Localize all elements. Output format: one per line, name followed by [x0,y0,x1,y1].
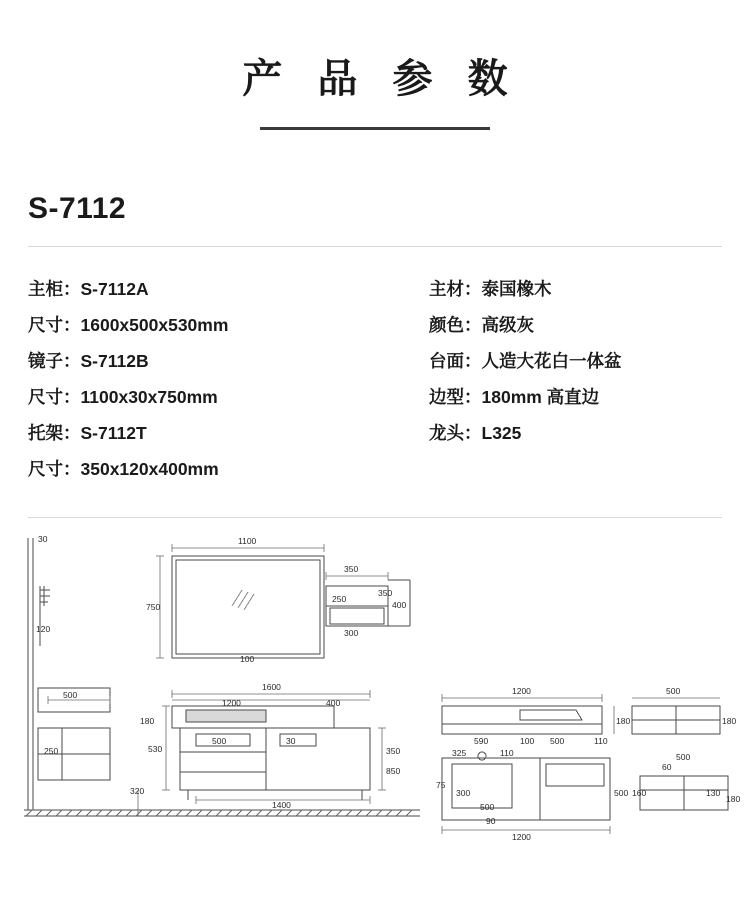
dim-30: 30 [38,534,48,544]
drawing-svg [0,528,750,858]
title-underline [260,127,490,130]
spec-value: L325 [481,423,522,443]
technical-drawing [0,528,750,858]
dim-590: 590 [474,736,489,746]
dim-500-right: 500 [614,788,629,798]
spec-label: 主柜： [28,279,81,299]
spec-value: 泰国橡木 [481,279,552,299]
dim-120: 120 [36,624,51,634]
divider-bottom [28,517,722,518]
spec-value: 高级灰 [481,315,534,335]
dim-350-bracket: 350 [344,564,359,574]
dim-250-bracket: 250 [332,594,347,604]
dim-1200: 1200 [222,698,241,708]
spec-value: 180mm 高直边 [481,387,600,407]
dim-850: 850 [386,766,401,776]
dim-110-plan: 110 [594,736,608,746]
spec-label: 尺寸： [28,315,81,335]
spec-column-left [28,271,375,487]
dim-60: 60 [662,762,672,772]
dim-400-counter: 400 [326,698,341,708]
spec-row [28,343,375,379]
dim-325: 325 [452,748,467,758]
dim-350-depth: 350 [386,746,401,756]
spec-column-right [375,271,722,487]
dim-100-mirror: 100 [240,654,255,664]
page-title-text: 产 品 参 数 [242,57,520,101]
dim-300-basin: 300 [456,788,471,798]
spec-value: 人造大花白一体盆 [481,351,622,371]
dim-500-left: 500 [63,690,78,700]
model-name: S-7112 [28,192,127,225]
dim-320: 320 [130,786,145,796]
spec-value: S-7112B [80,351,149,371]
spec-value: 1600x500x530mm [80,315,229,335]
spec-label: 主材： [429,279,482,299]
spec-value: 350x120x400mm [80,459,219,479]
spec-label: 托架： [28,423,81,443]
spec-row [28,379,375,415]
spec-row [429,379,722,415]
dim-300-bracket: 300 [344,628,359,638]
dim-160: 160 [632,788,647,798]
dim-180-plan: 180 [616,716,631,726]
spec-value: S-7112A [80,279,149,299]
dim-1400: 1400 [272,800,291,810]
spec-row [28,415,375,451]
spec-label: 尺寸： [28,459,81,479]
dim-250-left: 250 [44,746,59,756]
spec-label: 镜子： [28,351,81,371]
dim-180-plan2: 180 [722,716,737,726]
spec-label: 台面： [429,351,482,371]
dim-90: 90 [486,816,496,826]
spec-row [429,343,722,379]
divider-top [28,246,722,247]
spec-row [429,271,722,307]
dim-30-door: 30 [286,736,296,746]
spec-label: 尺寸： [28,387,81,407]
spec-label: 边型： [429,387,482,407]
dim-110-basin: 110 [500,748,514,758]
dim-500-plan2: 500 [550,736,565,746]
dim-400-bracket: 400 [392,600,407,610]
spec-row [429,415,722,451]
dim-530: 530 [148,744,163,754]
spec-row [28,451,375,487]
dim-500-door: 500 [212,736,227,746]
spec-row [28,307,375,343]
dim-130: 130 [706,788,721,798]
page-title [0,0,750,130]
dim-350-bracket2: 350 [378,588,393,598]
dim-1600: 1600 [262,682,281,692]
spec-table [28,271,722,487]
dim-1200-basin: 1200 [512,832,531,842]
dim-180-right: 180 [726,794,741,804]
dim-500-basin: 500 [480,802,495,812]
dim-100-plan: 100 [520,736,535,746]
dim-500-right2: 500 [676,752,691,762]
spec-row [429,307,722,343]
spec-row [28,271,375,307]
dim-180: 180 [140,716,155,726]
spec-value: S-7112T [80,423,147,443]
spec-value: 1100x30x750mm [80,387,218,407]
dim-1100: 1100 [238,536,257,546]
dim-750: 750 [146,602,161,612]
dim-75: 75 [436,780,446,790]
dim-500-plan: 500 [666,686,681,696]
spec-label: 龙头： [429,423,482,443]
spec-label: 颜色： [429,315,482,335]
dim-1200-plan: 1200 [512,686,531,696]
